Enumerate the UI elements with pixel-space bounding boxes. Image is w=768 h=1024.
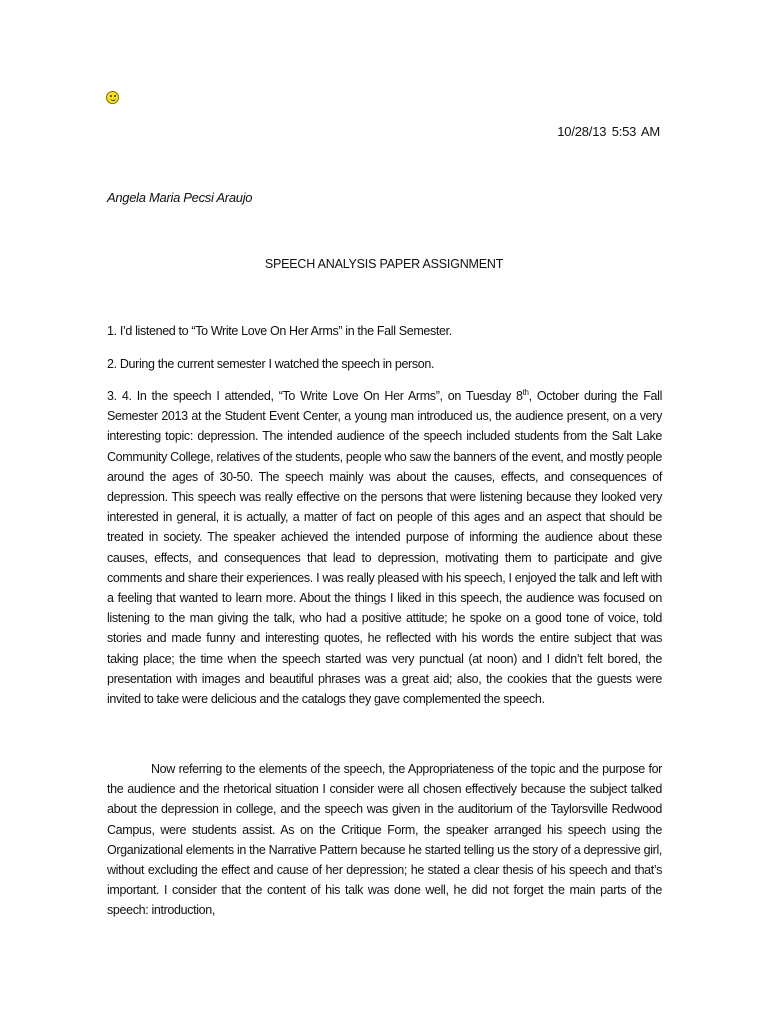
document-title: SPEECH ANALYSIS PAPER ASSIGNMENT [264,257,504,271]
paragraph-3-rest: , October during the Fall Semester 2013 at the Student Event Center, a young man introduced us, the audience present, on a very interesting topic: depression. The intended audience of the speech included students from the Salt Lake Community College, relatives of the students, people who saw the banners of the event, and mostly people around the ages of 30-50. The speech mainly was about the causes, effects, and consequences of depression. This speech was really effective on the persons that were listening because they looked very interested in general, it is actually, a matter of fact on people of this ages and an aspect that should be treated in society. The speaker achieved the intended purpose of informing the audience about these causes, effects, and consequences that lead to depression, motivating them to participate and give comments and share their experiences. I was really pleased with his speech, I enjoyed the talk and left with a feeling that wanted to learn more. About the things I liked in this speech, the audience was focused on listening to the man giving the talk, who had a positive attitude; he spoke on a good tone of voice, told stories and made funny and interesting quotes, he reflected with his words the entire subject that was taking place; the time when the speech started was very punctual (at noon) and I didn’t felt bored, the presentation with images and beautiful phrases was a great aid; also, the cookies that the guests were invited to take were delicious and the catalogs they gave complemented the speech. [107,389,662,707]
author-name: Angela Maria Pecsi Araujo [107,190,253,205]
date-text: 10/28/13 [557,124,607,139]
paragraph-4: Now referring to the elements of the speech, the Appropriateness of the topic and the purpose for the audience and the rhetorical situation I consider were all chosen effectively because the subject talked about the depression in college, and the speech was given in the auditorium of the Taylorsville Redwood Campus, were students assist. As on the Critique Form, the speaker arranged his speech using the Organizational elements in the Narrative Pattern because he started telling us the story of a depressive girl, without excluding the effect and cause of her depression; he stated a clear thesis of his speech and that’s important. I consider that the content of his talk was done well, he did not forget the main parts of the speech: introduction, [107,762,662,918]
ordinal-superscript: th [522,387,529,397]
paragraph-3-start: 3. 4. In the speech I attended, “To Write Love On Her Arms”, on Tuesday 8 [107,389,523,403]
time-text: 5:53 AM [611,124,660,139]
paragraph-3 [107,386,662,709]
paragraph-1: 1. I’d listened to “To Write Love On Her Arms” in the Fall Semester. [107,324,452,338]
smiley-face-icon [106,91,119,104]
date-time-stamp [557,124,660,139]
paragraph-2: 2. During the current semester I watched the speech in person. [107,357,435,371]
